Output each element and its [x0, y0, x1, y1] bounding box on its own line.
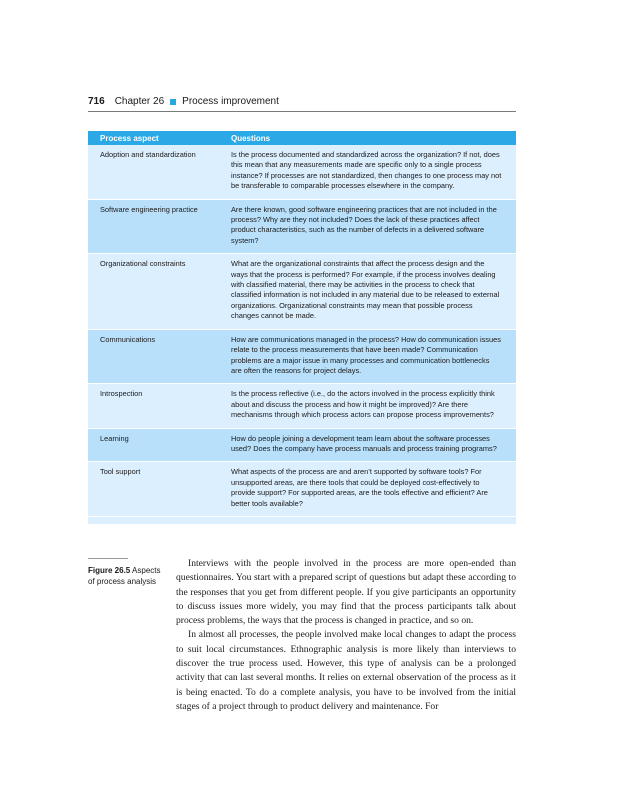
aspect-cell: Introspection: [100, 389, 143, 399]
chapter-label: Chapter 26: [114, 96, 165, 107]
table-row: [88, 429, 516, 463]
aspect-cell: Learning: [100, 433, 129, 443]
column-header-questions: Questions: [231, 133, 271, 143]
question-cell: Is the process reflective (i.e., do the actors involved in the process explicitly think about and discuss the process and how it might be improved)? Are there mechanisms through which process actors can propose process improvements?: [231, 389, 495, 420]
aspect-cell: Adoption and standardization: [100, 150, 196, 159]
figure-caption-text: Aspects of process analysis: [88, 566, 161, 586]
square-bullet-icon: [170, 99, 176, 105]
body-text: [176, 557, 516, 714]
section-title: Process improvement: [182, 96, 279, 107]
table-row: [88, 330, 516, 385]
aspect-cell: Tool support: [100, 467, 141, 477]
table-row: [88, 462, 516, 517]
process-analysis-table: [88, 131, 516, 524]
table-row: [88, 384, 516, 428]
table-row: [88, 254, 516, 329]
figure-label: Figure 26.5: [88, 566, 131, 575]
aspect-cell: Communications: [100, 334, 156, 344]
question-cell: How are communications managed in the process? How do communication issues relate to the process measurements that have been made? Communication problems are a major issue in many processes and communication bottlenecks are often the reasons for project delays.: [231, 334, 501, 375]
table-row: [88, 200, 516, 255]
question-cell: How do people joining a development team learn about the software processes used? Does the company have process manuals and process training programs?: [231, 433, 497, 453]
paragraph: Interviews with the people involved in the process are more open-ended than questionnaires. You start with a prepared script of questions but adapt these according to the responses that you get from different people. If you give participants an opportunity to discuss issues more widely, you may find that the process participants talk about process problems, the ways that the process is changed in practice, and so on.: [176, 558, 516, 627]
page-number: 716: [88, 96, 105, 107]
paragraph: In almost all processes, the people involved make local changes to adapt the process to suit local circumstances. Ethnographic analysis is more likely than interviews to discover the true process used. However, this type of analysis can be a prolonged activity that can last several months. It relies on external observation of the process as it is being enacted. To do a complete analysis, you have to be involved from the initial stages of a project through to product delivery and maintenance. For: [176, 629, 516, 712]
column-header-aspect: Process aspect: [100, 133, 159, 143]
aspect-cell: Software engineering practice: [100, 204, 198, 214]
aspect-cell: Organizational constraints: [100, 259, 186, 269]
header-rule: [88, 111, 516, 112]
table-row: [88, 145, 516, 200]
running-header: [88, 96, 516, 107]
question-cell: What are the organizational constraints that affect the process design and the ways that the process is performed? For example, if the process involves dealing with classified material, there may be activities in the process to check that classified information is not included in any material due to be released to external organizations. Organizational constraints may mean that possible process changes cannot be made.: [231, 259, 500, 321]
figure-caption: [88, 565, 168, 587]
table-header: [88, 131, 516, 145]
question-cell: Are there known, good software engineering practices that are not included in the process? Why are they not included? Does the lack of these practices affect product characteristics, such as the number of defects in a delivered software system?: [231, 204, 497, 245]
caption-rule: [88, 558, 128, 559]
question-cell: Is the process documented and standardized across the organization? If not, does this mean that any measurements made are specific only to a single process instance? If processes are not standardized, then changes to one process may not be transferable to comparable processes elsewhere in the company.: [231, 150, 502, 191]
question-cell: What aspects of the process are and aren’t supported by software tools? For unsupported areas, are there tools that could be deployed cost-effectively to provide support? For supported areas, are the tools effective and efficient? Are better tools available?: [231, 467, 488, 508]
